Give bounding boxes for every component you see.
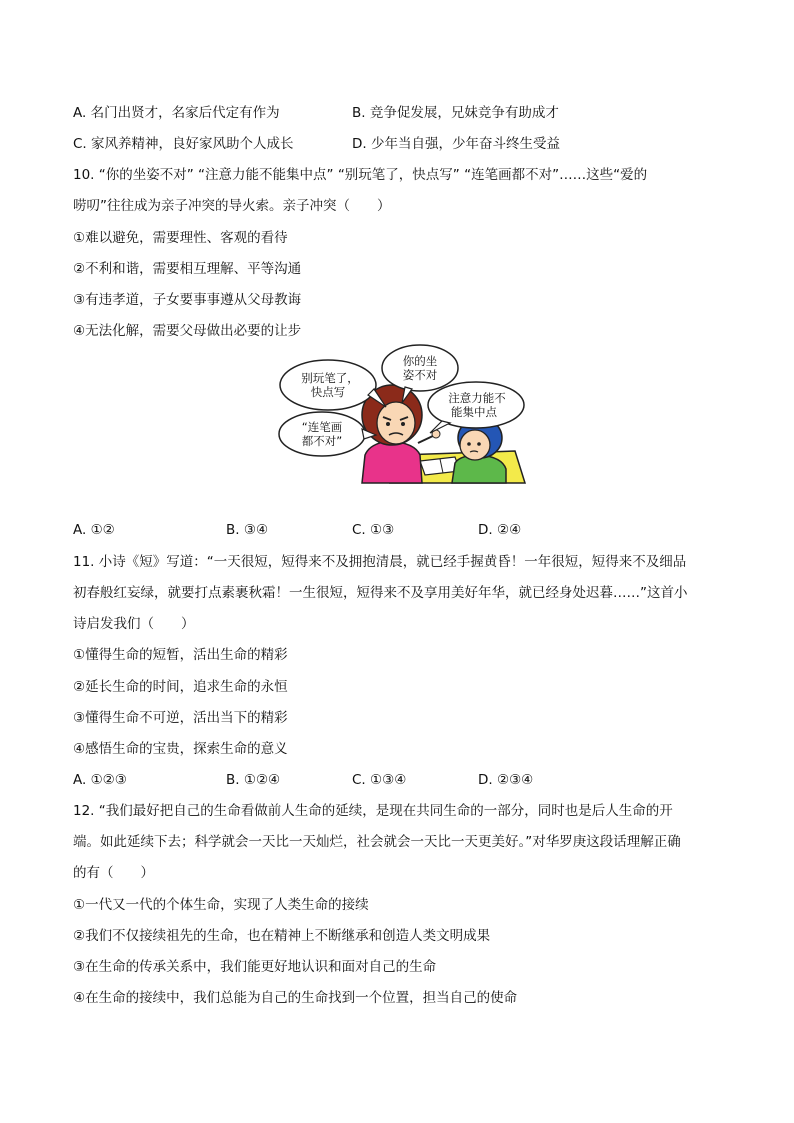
q10-item-2: ②不利和谐，需要相互理解、平等沟通	[73, 261, 302, 277]
bubble-stroke-line2: 都不对”	[301, 434, 343, 448]
bubble-focus-line1: 注意力能不	[448, 391, 506, 405]
q10-option-a: A. ①②	[73, 522, 115, 538]
bubble-focus-line2: 能集中点	[451, 405, 497, 419]
q11-item-1: ①懂得生命的短暂，活出生命的精彩	[73, 647, 288, 663]
bubble-pen-line2: 快点写	[310, 385, 346, 399]
bubble-stroke-line1: “连笔画	[301, 420, 343, 434]
q11-option-b: B. ①②④	[226, 772, 281, 788]
q12-stem-line2: 端。如此延续下去；科学就会一天比一天灿烂，社会就会一天比一天更美好。”对华罗庚这段话理解正确	[73, 834, 681, 850]
q11-option-c: C. ①③④	[352, 772, 407, 788]
q11-item-3: ③懂得生命不可逆，活出当下的精彩	[73, 710, 288, 726]
q11-stem-line2: 初春般红妄绿，就要打点素裹秋霜！一生很短，短得来不及享用美好年华，就已经身处迟暮……”这首小	[73, 585, 688, 601]
bubble-sitting-line1: 你的坐	[402, 354, 438, 368]
q12-item-3: ③在生命的传承关系中，我们能更好地认识和面对自己的生命	[73, 959, 437, 975]
q10-stem-line1: 10. “你的坐姿不对” “注意力能不能集中点” “别玩笔了，快点写” “连笔画都不对”……这些“爱的	[73, 167, 648, 183]
q11-option-d: D. ②③④	[478, 772, 534, 788]
q11-option-a: A. ①②③	[73, 772, 127, 788]
q11-stem-line1: 11. 小诗《短》写道：“一天很短，短得来不及拥抱清晨，就已经手握黄昏！一年很短，短得来不及细品	[73, 554, 687, 570]
q9-option-c: C. 家风养精神，良好家风助个人成长	[73, 136, 294, 152]
q10-item-4: ④无法化解，需要父母做出必要的让步	[73, 323, 302, 339]
q11-stem-line3: 诗启发我们（ ）	[73, 616, 195, 632]
q11-item-2: ②延长生命的时间，追求生命的永恒	[73, 679, 288, 695]
parent-child-cartoon	[270, 343, 530, 493]
bubble-sitting-line2: 姿不对	[402, 368, 438, 382]
q10-stem-line2: 唠叨”往往成为亲子冲突的导火索。亲子冲突（ ）	[73, 198, 391, 214]
q12-item-2: ②我们不仅接续祖先的生命，也在精神上不断继承和创造人类文明成果	[73, 928, 491, 944]
q10-option-b: B. ③④	[226, 522, 269, 538]
q12-stem-line1: 12. “我们最好把自己的生命看做前人生命的延续，是现在共同生命的一部分，同时也是后人生命的开	[73, 803, 673, 819]
q9-option-d: D. 少年当自强，少年奋斗终生受益	[352, 136, 560, 152]
q9-option-a: A. 名门出贤才，名家后代定有作为	[73, 105, 280, 121]
q11-item-4: ④感悟生命的宝贵，探索生命的意义	[73, 741, 288, 757]
q10-item-3: ③有违孝道，子女要事事遵从父母教诲	[73, 292, 302, 308]
q12-stem-line3: 的有（ ）	[73, 865, 154, 881]
bubble-pen-line1: 别玩笔了，	[301, 371, 359, 385]
q10-item-1: ①难以避免，需要理性、客观的看待	[73, 230, 288, 246]
q12-item-4: ④在生命的接续中，我们总能为自己的生命找到一个位置，担当自己的使命	[73, 990, 518, 1006]
q10-option-d: D. ②④	[478, 522, 522, 538]
q12-item-1: ①一代又一代的个体生命，实现了人类生命的接续	[73, 897, 369, 913]
q9-option-b: B. 竞争促发展，兄妹竞争有助成才	[352, 105, 559, 121]
q10-option-c: C. ①③	[352, 522, 395, 538]
